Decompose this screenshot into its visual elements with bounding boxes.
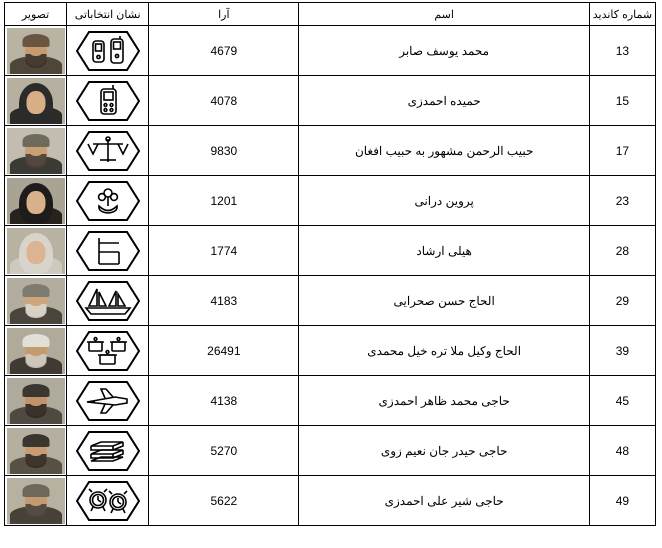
man-with-dark-turban-photo — [7, 378, 65, 424]
cell-photo — [5, 176, 67, 226]
cell-symbol — [67, 26, 149, 76]
table-row — [5, 26, 656, 76]
cell-name: حاجى محمد ظاهر احمدزى — [299, 376, 589, 426]
table-header-row — [5, 3, 656, 26]
cell-symbol — [67, 326, 149, 376]
cell-votes: 9830 — [149, 126, 299, 176]
mobile-phone-icon — [69, 78, 147, 124]
cell-symbol — [67, 376, 149, 426]
cell-candidate-number: 15 — [589, 76, 655, 126]
table-row — [5, 476, 656, 526]
cell-votes: 4138 — [149, 376, 299, 426]
table-row — [5, 276, 656, 326]
cell-photo — [5, 226, 67, 276]
cell-votes: 4679 — [149, 26, 299, 76]
man-with-turban-photo — [7, 28, 65, 74]
man-with-cap-photo — [7, 128, 65, 174]
cell-symbol — [67, 476, 149, 526]
cell-candidate-number: 49 — [589, 476, 655, 526]
sailboats-icon — [69, 278, 147, 324]
cell-name: پروين درانى — [299, 176, 589, 226]
table-body — [5, 26, 656, 526]
airplane-icon — [69, 378, 147, 424]
man-in-suit-photo — [7, 428, 65, 474]
header-name: اسم — [299, 3, 589, 26]
woman-with-headscarf-photo — [7, 78, 65, 124]
stacked-books-icon — [69, 428, 147, 474]
table-row — [5, 326, 656, 376]
cell-photo — [5, 276, 67, 326]
table-row — [5, 176, 656, 226]
man-with-white-turban-photo — [7, 328, 65, 374]
woman-with-white-headscarf-photo — [7, 228, 65, 274]
cell-name: حاجى حيدر جان نعيم زوى — [299, 426, 589, 476]
header-votes: آرا — [149, 3, 299, 26]
cell-symbol — [67, 76, 149, 126]
cell-photo — [5, 326, 67, 376]
cell-votes: 1201 — [149, 176, 299, 226]
cell-votes: 4183 — [149, 276, 299, 326]
scales-balance-icon — [69, 128, 147, 174]
cell-candidate-number: 23 — [589, 176, 655, 226]
cell-votes: 5622 — [149, 476, 299, 526]
cell-votes: 4078 — [149, 76, 299, 126]
hand-holding-flower-icon — [69, 178, 147, 224]
cell-votes: 5270 — [149, 426, 299, 476]
cell-symbol — [67, 426, 149, 476]
cell-photo — [5, 426, 67, 476]
table-row — [5, 76, 656, 126]
cell-name: حميده احمدزى — [299, 76, 589, 126]
cell-candidate-number: 39 — [589, 326, 655, 376]
alarm-clocks-icon — [69, 478, 147, 524]
cell-name: الحاج وكيل ملا تره خيل محمدى — [299, 326, 589, 376]
chair-icon — [69, 228, 147, 274]
table-row — [5, 426, 656, 476]
cell-photo — [5, 26, 67, 76]
cell-candidate-number: 29 — [589, 276, 655, 326]
table-row — [5, 226, 656, 276]
cell-name: حاجى شير على احمدزى — [299, 476, 589, 526]
cell-symbol — [67, 226, 149, 276]
cell-candidate-number: 17 — [589, 126, 655, 176]
header-symbol: نشان انتخاباتى — [67, 3, 149, 26]
man-with-white-beard-photo — [7, 278, 65, 324]
cell-candidate-number: 48 — [589, 426, 655, 476]
cell-photo — [5, 76, 67, 126]
cell-votes: 26491 — [149, 326, 299, 376]
cell-candidate-number: 13 — [589, 26, 655, 76]
cell-symbol — [67, 276, 149, 326]
mobile-phones-icon — [69, 28, 147, 74]
header-candidate-number: شماره كانديد — [589, 3, 655, 26]
woman-with-black-headscarf-photo — [7, 178, 65, 224]
cell-votes: 1774 — [149, 226, 299, 276]
cooking-pots-icon — [69, 328, 147, 374]
cell-name: الحاج حسن صحرايى — [299, 276, 589, 326]
cell-name: محمد يوسف صابر — [299, 26, 589, 76]
cell-photo — [5, 376, 67, 426]
candidate-results-table — [4, 2, 656, 526]
cell-candidate-number: 28 — [589, 226, 655, 276]
man-with-grey-turban-photo — [7, 478, 65, 524]
cell-symbol — [67, 176, 149, 226]
cell-photo — [5, 126, 67, 176]
cell-name: حبيب الرحمن مشهور به حبيب افغان — [299, 126, 589, 176]
cell-candidate-number: 45 — [589, 376, 655, 426]
cell-name: هيلى ارشاد — [299, 226, 589, 276]
header-photo: تصوير — [5, 3, 67, 26]
cell-symbol — [67, 126, 149, 176]
cell-photo — [5, 476, 67, 526]
table-row — [5, 126, 656, 176]
table-row — [5, 376, 656, 426]
